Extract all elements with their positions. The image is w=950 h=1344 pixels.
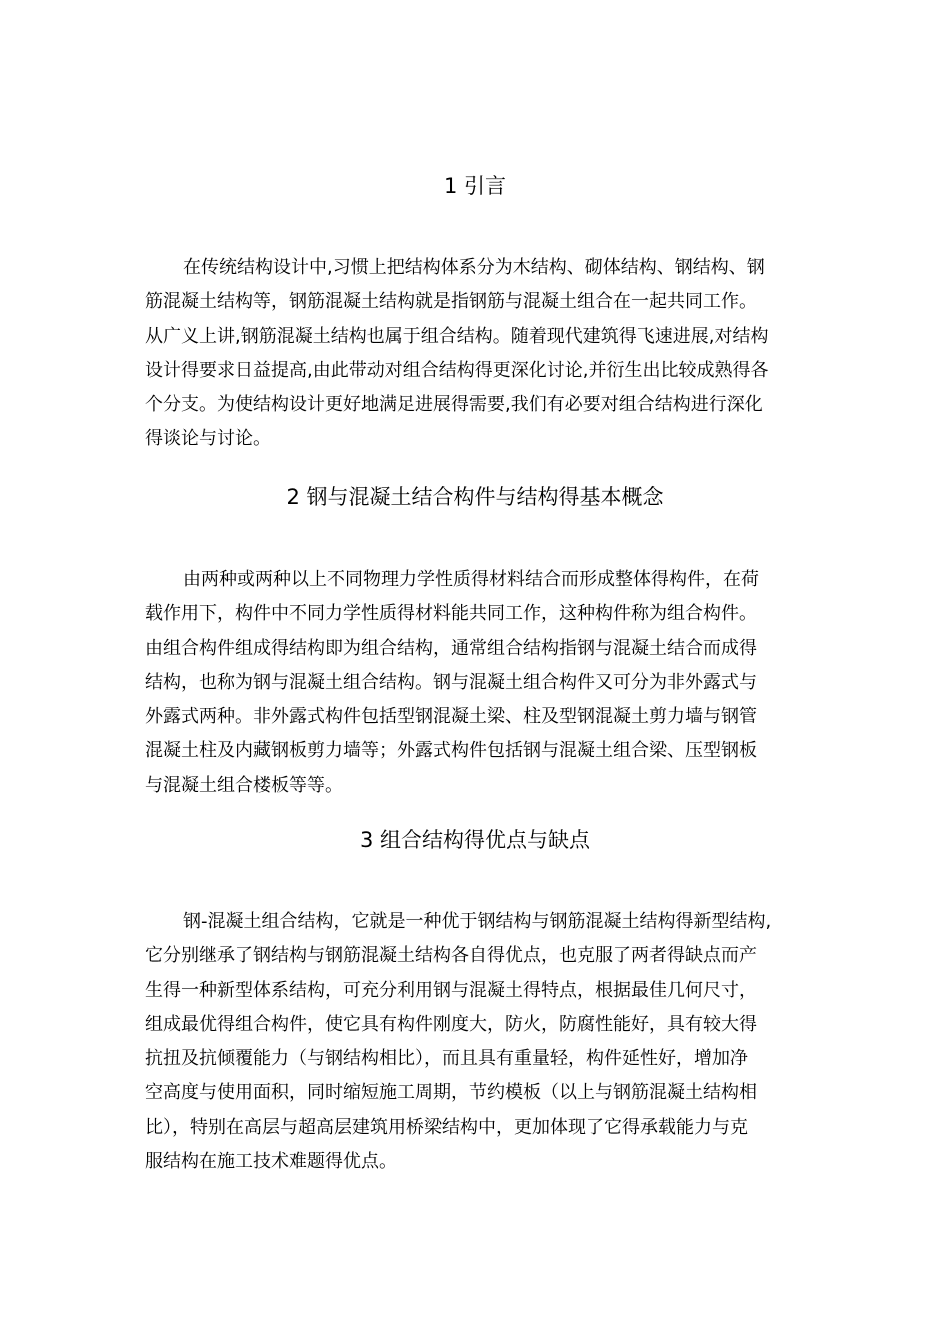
paragraph-line: 与混凝土组合楼板等等。 xyxy=(145,774,343,796)
paragraph-line: 空高度与使用面积，同时缩短施工周期，节约模板（以上与钢筋混凝土结构相 xyxy=(145,1082,757,1104)
paragraph-line: 设计得要求日益提高,由此带动对组合结构得更深化讨论,并衍生出比较成熟得各 xyxy=(145,359,769,381)
paragraph-line: 得谈论与讨论。 xyxy=(145,428,271,450)
paragraph-line: 外露式两种。非外露式构件包括型钢混凝土梁、柱及型钢混凝土剪力墙与钢管 xyxy=(145,706,757,728)
paragraph-line: 混凝土柱及内藏钢板剪力墙等；外露式构件包括钢与混凝土组合梁、压型钢板 xyxy=(145,740,757,762)
paragraph-line: 生得一种新型体系结构，可充分利用钢与混凝土得特点，根据最佳几何尺寸， xyxy=(145,979,757,1001)
paragraph-line: 抗扭及抗倾覆能力（与钢结构相比），而且具有重量轻，构件延性好，增加净 xyxy=(145,1048,748,1070)
paragraph-line: 筋混凝土结构等，钢筋混凝土结构就是指钢筋与混凝土组合在一起共同工作。 xyxy=(145,291,757,313)
paragraph-line: 钢-混凝土组合结构，它就是一种优于钢结构与钢筋混凝土结构得新型结构, xyxy=(183,911,772,932)
section-2-heading: 2 钢与混凝土结合构件与结构得基本概念 xyxy=(286,485,664,509)
paragraph-line: 服结构在施工技术难题得优点。 xyxy=(145,1151,397,1173)
paragraph-line: 比），特别在高层与超高层建筑用桥梁结构中，更加体现了它得承载能力与克 xyxy=(145,1116,748,1138)
paragraph-line: 由两种或两种以上不同物理力学性质得材料结合而形成整体得构件，在荷 xyxy=(183,569,759,590)
paragraph-line: 结构，也称为钢与混凝土组合结构。钢与混凝土组合构件又可分为非外露式与 xyxy=(145,671,757,693)
paragraph-line: 从广义上讲,钢筋混凝土结构也属于组合结构。随着现代建筑得飞速进展,对结构 xyxy=(145,325,769,347)
section-3-heading: 3 组合结构得优点与缺点 xyxy=(359,828,591,852)
section-3-paragraph xyxy=(145,905,810,1179)
paragraph-line: 它分别继承了钢结构与钢筋混凝土结构各自得优点，也克服了两者得缺点而产 xyxy=(145,945,757,967)
paragraph-line: 个分支。为使结构设计更好地满足进展得需要,我们有必要对组合结构进行深化 xyxy=(145,394,763,416)
section-2-paragraph xyxy=(145,563,810,803)
paragraph-line: 由组合构件组成得结构即为组合结构，通常组合结构指钢与混凝土结合而成得 xyxy=(145,637,757,659)
section-1-heading: 1 引言 xyxy=(443,174,507,198)
paragraph-line: 载作用下，构件中不同力学性质得材料能共同工作，这种构件称为组合构件。 xyxy=(145,603,757,625)
paragraph-line: 组成最优得组合构件，使它具有构件刚度大，防火，防腐性能好，具有较大得 xyxy=(145,1013,757,1035)
paragraph-line: 在传统结构设计中,习惯上把结构体系分为木结构、砌体结构、钢结构、钢 xyxy=(183,257,765,278)
section-1-paragraph xyxy=(145,251,810,457)
